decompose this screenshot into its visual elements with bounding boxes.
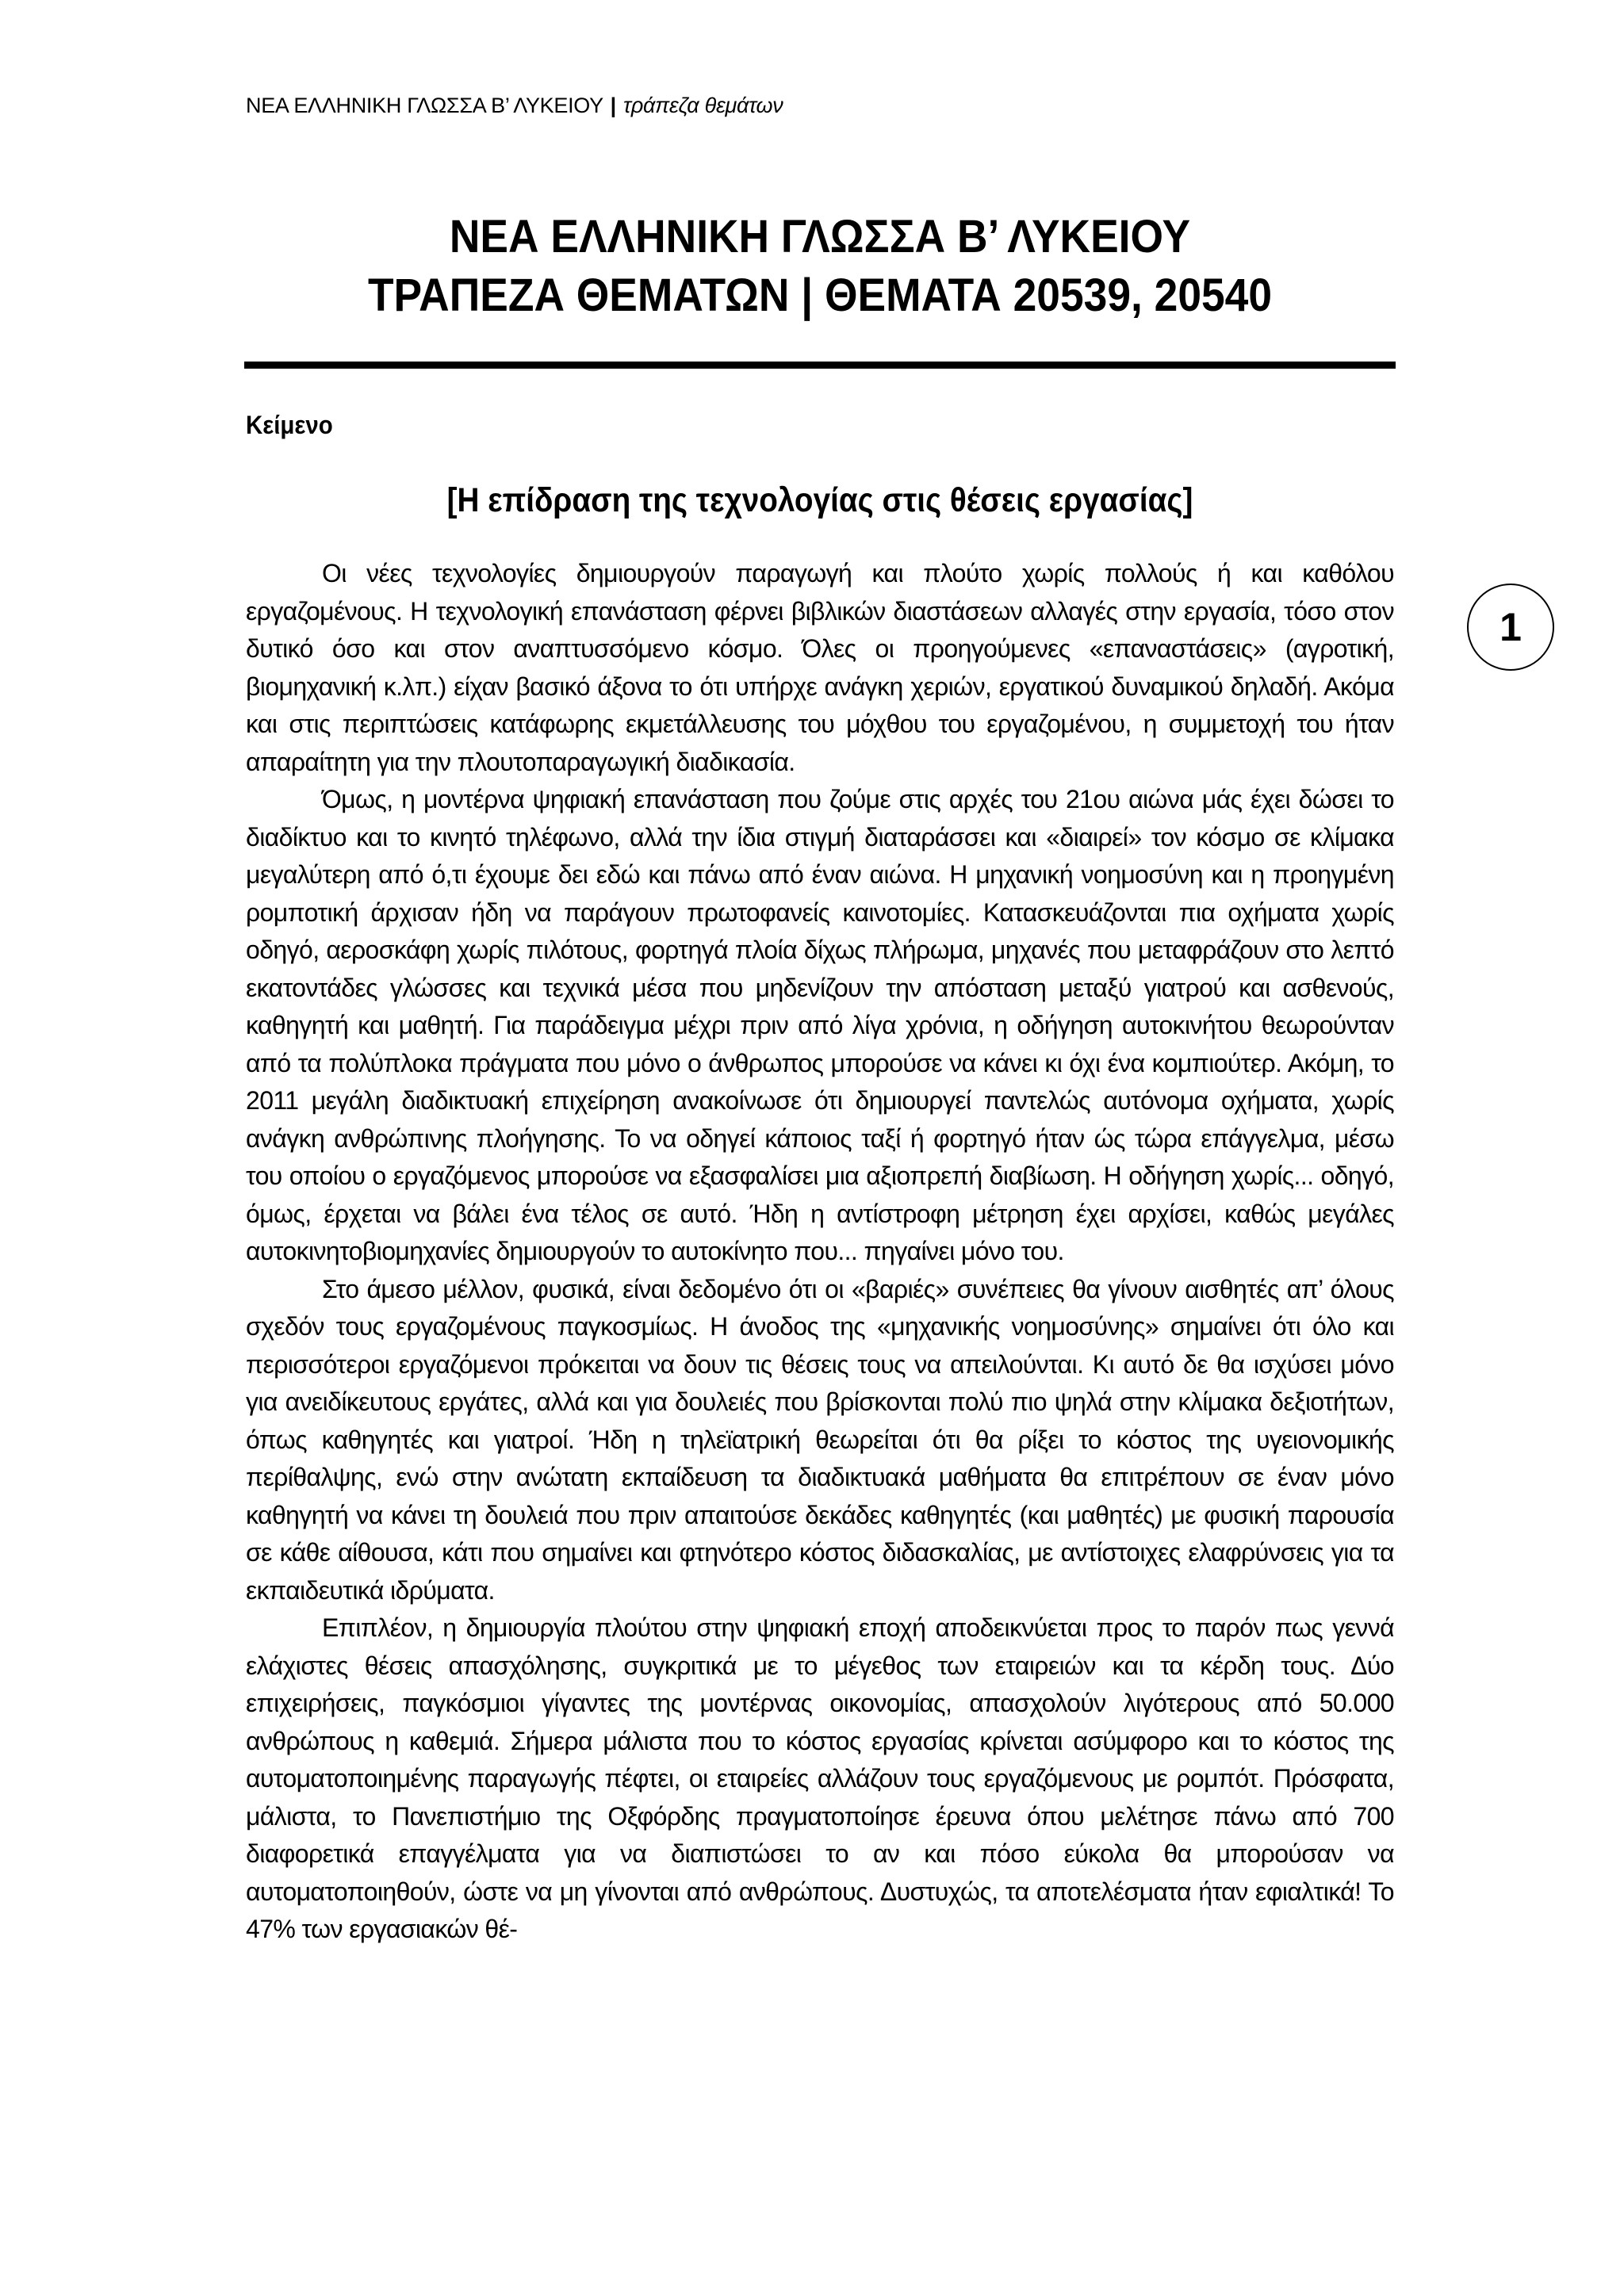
paragraph: Στο άμεσο μέλλον, φυσικά, είναι δεδομένο ότι οι «βαριές» συνέπειες θα γίνουν αισθητές απ’ όλους σχεδόν τους εργαζομένους παγκοσμίως. Η άνοδος της «μηχανικής νοημοσύνης» σημαίνει ότι όλο και περισσότεροι εργαζόμενοι πρόκειται να δουν τις θέσεις τους να απειλούνται. Κι αυτό δε θα ισχύσει μόνο για ανειδίκευτους εργάτες, αλλά και για δουλειές που βρίσκονται πολύ πιο ψηλά στην κλίμακα δεξιοτήτων, όπως καθηγητές και γιατροί. Ήδη η τηλεϊατρική θεωρείται ότι θα ρίξει το κόστος της υγειονομικής περίθαλψης, ενώ στην ανώτατη εκπαίδευση τα διαδικτυακά μαθήματα θα επιτρέπουν σε έναν μόνο καθηγητή να κάνει τη δουλειά που πριν απαιτούσε δεκάδες καθηγητές (και μαθητές) με φυσική παρουσία σε κάθε αίθουσα, κάτι που σημαίνει και φτηνότερο κόστος διδασκαλίας, με αντίστοιχες ελαφρύνσεις για τα εκπαιδευτικά ιδρύματα. [246, 1274, 1394, 1605]
paragraph: Επιπλέον, η δημιουργία πλούτου στην ψηφιακή εποχή αποδεικνύεται προς το παρόν πως γεννά ελάχιστες θέσεις απασχόλησης, συγκριτικά με το μέγεθος των εταιρειών και τα κέρδη τους. Δύο επιχειρήσεις, παγκόσμιοι γίγαντες της μοντέρνας οικονομίας, απασχολούν λιγότερους από 50.000 ανθρώπους η καθεμιά. Σήμερα μάλιστα που το κόστος εργασίας κρίνεται ασύμφορο και το κόστος της αυτοματοποιημένης παραγωγής πέφτει, οι εταιρείες αλλάζουν τους εργαζόμενους με ρομπότ. Πρόσφατα, μάλιστα, το Πανεπιστήμιο της Οξφόρδης πραγματοποίησε έρευνα όπου μελέτησε πάνω από 700 διαφορετικά επαγγέλματα για να διαπιστώσει το αν και πόσο εύκολα θα μπορούσαν να αυτοματοποιηθούν, ώστε να μη γίνονται από ανθρώπους. Δυστυχώς, τα αποτελέσματα ήταν εφιαλτικά! Το 47% των εργασιακών θέ- [246, 1613, 1394, 1943]
running-header [246, 94, 783, 118]
page-number: 1 [1500, 605, 1522, 649]
document-title-line-2: ΤΡΑΠΕΖΑ ΘΕΜΑΤΩΝ | ΘΕΜΑΤΑ 20539, 20540 [367, 270, 1273, 321]
running-header-separator: | [610, 94, 616, 117]
paragraph: Οι νέες τεχνολογίες δημιουργούν παραγωγή και πλούτο χωρίς πολλούς ή και καθόλου εργαζομένους. Η τεχνολογική επανάσταση φέρνει βιβλικών διαστάσεων αλλαγές στην εργασία, τόσο στον δυτικό όσο και στον αναπτυσσόμενο κόσμο. Όλες οι προηγούμενες «επαναστάσεις» (αγροτική, βιομηχανική κ.λπ.) είχαν βασικό άξονα το ότι υπήρχε ανάγκη χεριών, εργατικού δυναμικού δηλαδή. Ακόμα και στις περιπτώσεις κατάφωρης εκμετάλλευσης του μόχθου του εργαζομένου, η συμμετοχή του ήταν απαραίτητη για την πλουτοπαραγωγική διαδικασία. [246, 559, 1394, 776]
text-heading: [Η επίδραση της τεχνολογίας στις θέσεις εργασίας] [446, 481, 1193, 519]
document-title [292, 208, 1348, 325]
document-title-line-1: ΝΕΑ ΕΛΛΗΝΙΚΗ ΓΛΩΣΣΑ Β’ ΛΥΚΕΙΟΥ [449, 211, 1191, 262]
section-label: Κείμενο [246, 411, 333, 439]
title-divider [244, 362, 1396, 369]
running-header-title: ΝΕΑ ΕΛΛΗΝΙΚΗ ΓΛΩΣΣΑ Β’ ΛΥΚΕΙΟΥ [246, 94, 603, 117]
body-text [246, 555, 1394, 1949]
paragraph: Όμως, η μοντέρνα ψηφιακή επανάσταση που ζούμε στις αρχές του 21ου αιώνα μάς έχει δώσει το διαδίκτυο και το κινητό τηλέφωνο, αλλά την ίδια στιγμή διαταράσσει και «διαιρεί» τον κόσμο σε κλίμακα μεγαλύτερη από ό,τι έχουμε δει εδώ και πάνω από έναν αιώνα. Η μηχανική νοημοσύνη και η προηγμένη ρομποτική άρχισαν ήδη να παράγουν πρωτοφανείς καινοτομίες. Κατασκευάζονται πια οχήματα χωρίς οδηγό, αεροσκάφη χωρίς πιλότους, φορτηγά πλοία δίχως πλήρωμα, μηχανές που μεταφράζουν στο λεπτό εκατοντάδες γλώσσες και τεχνικά μέσα που μηδενίζουν την απόσταση μεταξύ γιατρού και ασθενούς, καθηγητή και μαθητή. Για παράδειγμα μέχρι πριν από λίγα χρόνια, η οδήγηση αυτοκινήτου θεωρούνταν από τα πολύπλοκα πράγματα που μόνο ο άνθρωπος μπορούσε να κάνει κι όχι ένα κομπιούτερ. Ακόμη, το 2011 μεγάλη διαδικτυακή επιχείρηση ανακοίνωσε ότι δημιουργεί παντελώς αυτόνομα οχήματα, χωρίς ανάγκη ανθρώπινης πλοήγησης. Το να οδηγεί κάποιος ταξί ή φορτηγό ήταν ώς τώρα επάγγελμα, μέσω του οποίου ο εργαζόμενος μπορούσε να εξασφαλίσει μια αξιοπρεπή διαβίωση. Η οδήγηση χωρίς... οδηγό, όμως, έρχεται να βάλει ένα τέλος σε αυτό. Ήδη η αντίστροφη μέτρηση έχει αρχίσει, καθώς μεγάλες αυτοκινητοβιομηχανίες δημιουργούν το αυτοκίνητο που... πηγαίνει μόνο του. [246, 785, 1394, 1265]
running-header-subtitle: τράπεζα θεμάτων [623, 94, 783, 117]
page-number-badge [1467, 584, 1554, 671]
